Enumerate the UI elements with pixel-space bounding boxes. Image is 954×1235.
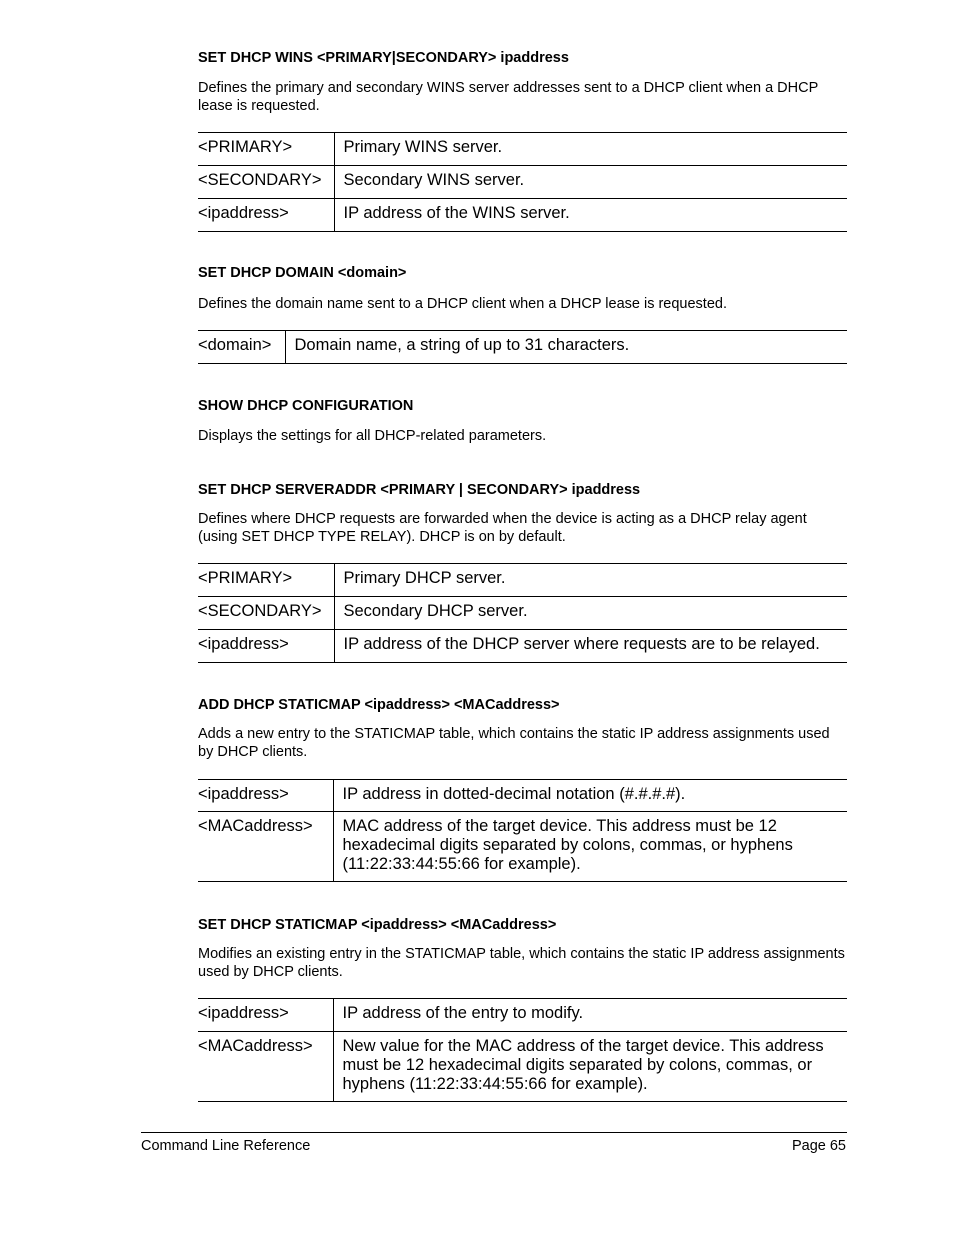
section-description-show-config: Displays the settings for all DHCP-related parameters. — [198, 428, 547, 444]
param-name: <ipaddress> — [198, 780, 333, 812]
section-description-add-staticmap: Adds a new entry to the STATICMAP table, which contains the static IP address assignments used by DHCP clients. — [198, 726, 830, 760]
table-row — [198, 166, 847, 199]
param-table-add-staticmap — [198, 779, 847, 882]
param-name: <MACaddress> — [198, 1032, 333, 1102]
section-heading-show-config: SHOW DHCP CONFIGURATION — [198, 398, 414, 414]
section-heading-set-staticmap: SET DHCP STATICMAP <ipaddress> <MACaddress> — [198, 917, 557, 933]
param-desc: New value for the MAC address of the target device. This address must be 12 hexadecimal digits separated by colons, commas, or hyphens (11:22:33:44:55:66 for example). — [333, 1032, 847, 1102]
table-row — [198, 564, 847, 597]
param-desc: IP address of the WINS server. — [334, 199, 847, 232]
param-name: <SECONDARY> — [198, 166, 334, 199]
param-name: <PRIMARY> — [198, 564, 334, 597]
param-table-domain — [198, 330, 847, 364]
param-name: <ipaddress> — [198, 630, 334, 663]
param-desc: Domain name, a string of up to 31 characters. — [285, 331, 847, 364]
param-desc: Primary DHCP server. — [334, 564, 847, 597]
param-desc: IP address of the DHCP server where requests are to be relayed. — [334, 630, 847, 663]
table-row — [198, 133, 847, 166]
param-name: <ipaddress> — [198, 999, 333, 1032]
section-heading-serveraddr: SET DHCP SERVERADDR <PRIMARY | SECONDARY> ipaddress — [198, 482, 641, 498]
footer-divider — [141, 1132, 847, 1133]
param-name: <MACaddress> — [198, 812, 333, 882]
param-name: <PRIMARY> — [198, 133, 334, 166]
table-row — [198, 1032, 847, 1102]
section-description-wins: Defines the primary and secondary WINS server addresses sent to a DHCP client when a DHCP lease is requested. — [198, 80, 819, 114]
table-row — [198, 199, 847, 232]
table-row — [198, 597, 847, 630]
param-desc: IP address in dotted-decimal notation (#.#.#.#). — [333, 780, 847, 812]
table-row — [198, 780, 847, 812]
param-desc: Secondary WINS server. — [334, 166, 847, 199]
section-description-domain: Defines the domain name sent to a DHCP client when a DHCP lease is requested. — [198, 296, 727, 312]
param-name: <ipaddress> — [198, 199, 334, 232]
param-desc: Secondary DHCP server. — [334, 597, 847, 630]
section-heading-add-staticmap: ADD DHCP STATICMAP <ipaddress> <MACaddress> — [198, 697, 560, 713]
table-row — [198, 630, 847, 663]
footer-page-number: Page 65 — [791, 1138, 846, 1154]
param-table-set-staticmap — [198, 998, 847, 1102]
table-row — [198, 331, 847, 364]
section-description-serveraddr: Defines where DHCP requests are forwarded when the device is acting as a DHCP relay agent (using SET DHCP TYPE RELAY). DHCP is on by default. — [198, 511, 807, 545]
param-desc: Primary WINS server. — [334, 133, 847, 166]
footer-doc-title: Command Line Reference — [141, 1138, 311, 1154]
param-table-serveraddr — [198, 563, 847, 663]
table-row — [198, 999, 847, 1032]
section-description-set-staticmap: Modifies an existing entry in the STATICMAP table, which contains the static IP address assignments used by DHCP clients. — [198, 946, 845, 980]
param-name: <domain> — [198, 331, 285, 364]
section-heading-domain: SET DHCP DOMAIN <domain> — [198, 265, 407, 281]
table-row — [198, 812, 847, 882]
section-heading-wins: SET DHCP WINS <PRIMARY|SECONDARY> ipaddress — [198, 50, 569, 66]
param-name: <SECONDARY> — [198, 597, 334, 630]
param-table-wins — [198, 132, 847, 232]
param-desc: MAC address of the target device. This address must be 12 hexadecimal digits separated by colons, commas, or hyphens (11:22:33:44:55:66 for example). — [333, 812, 847, 882]
param-desc: IP address of the entry to modify. — [333, 999, 847, 1032]
